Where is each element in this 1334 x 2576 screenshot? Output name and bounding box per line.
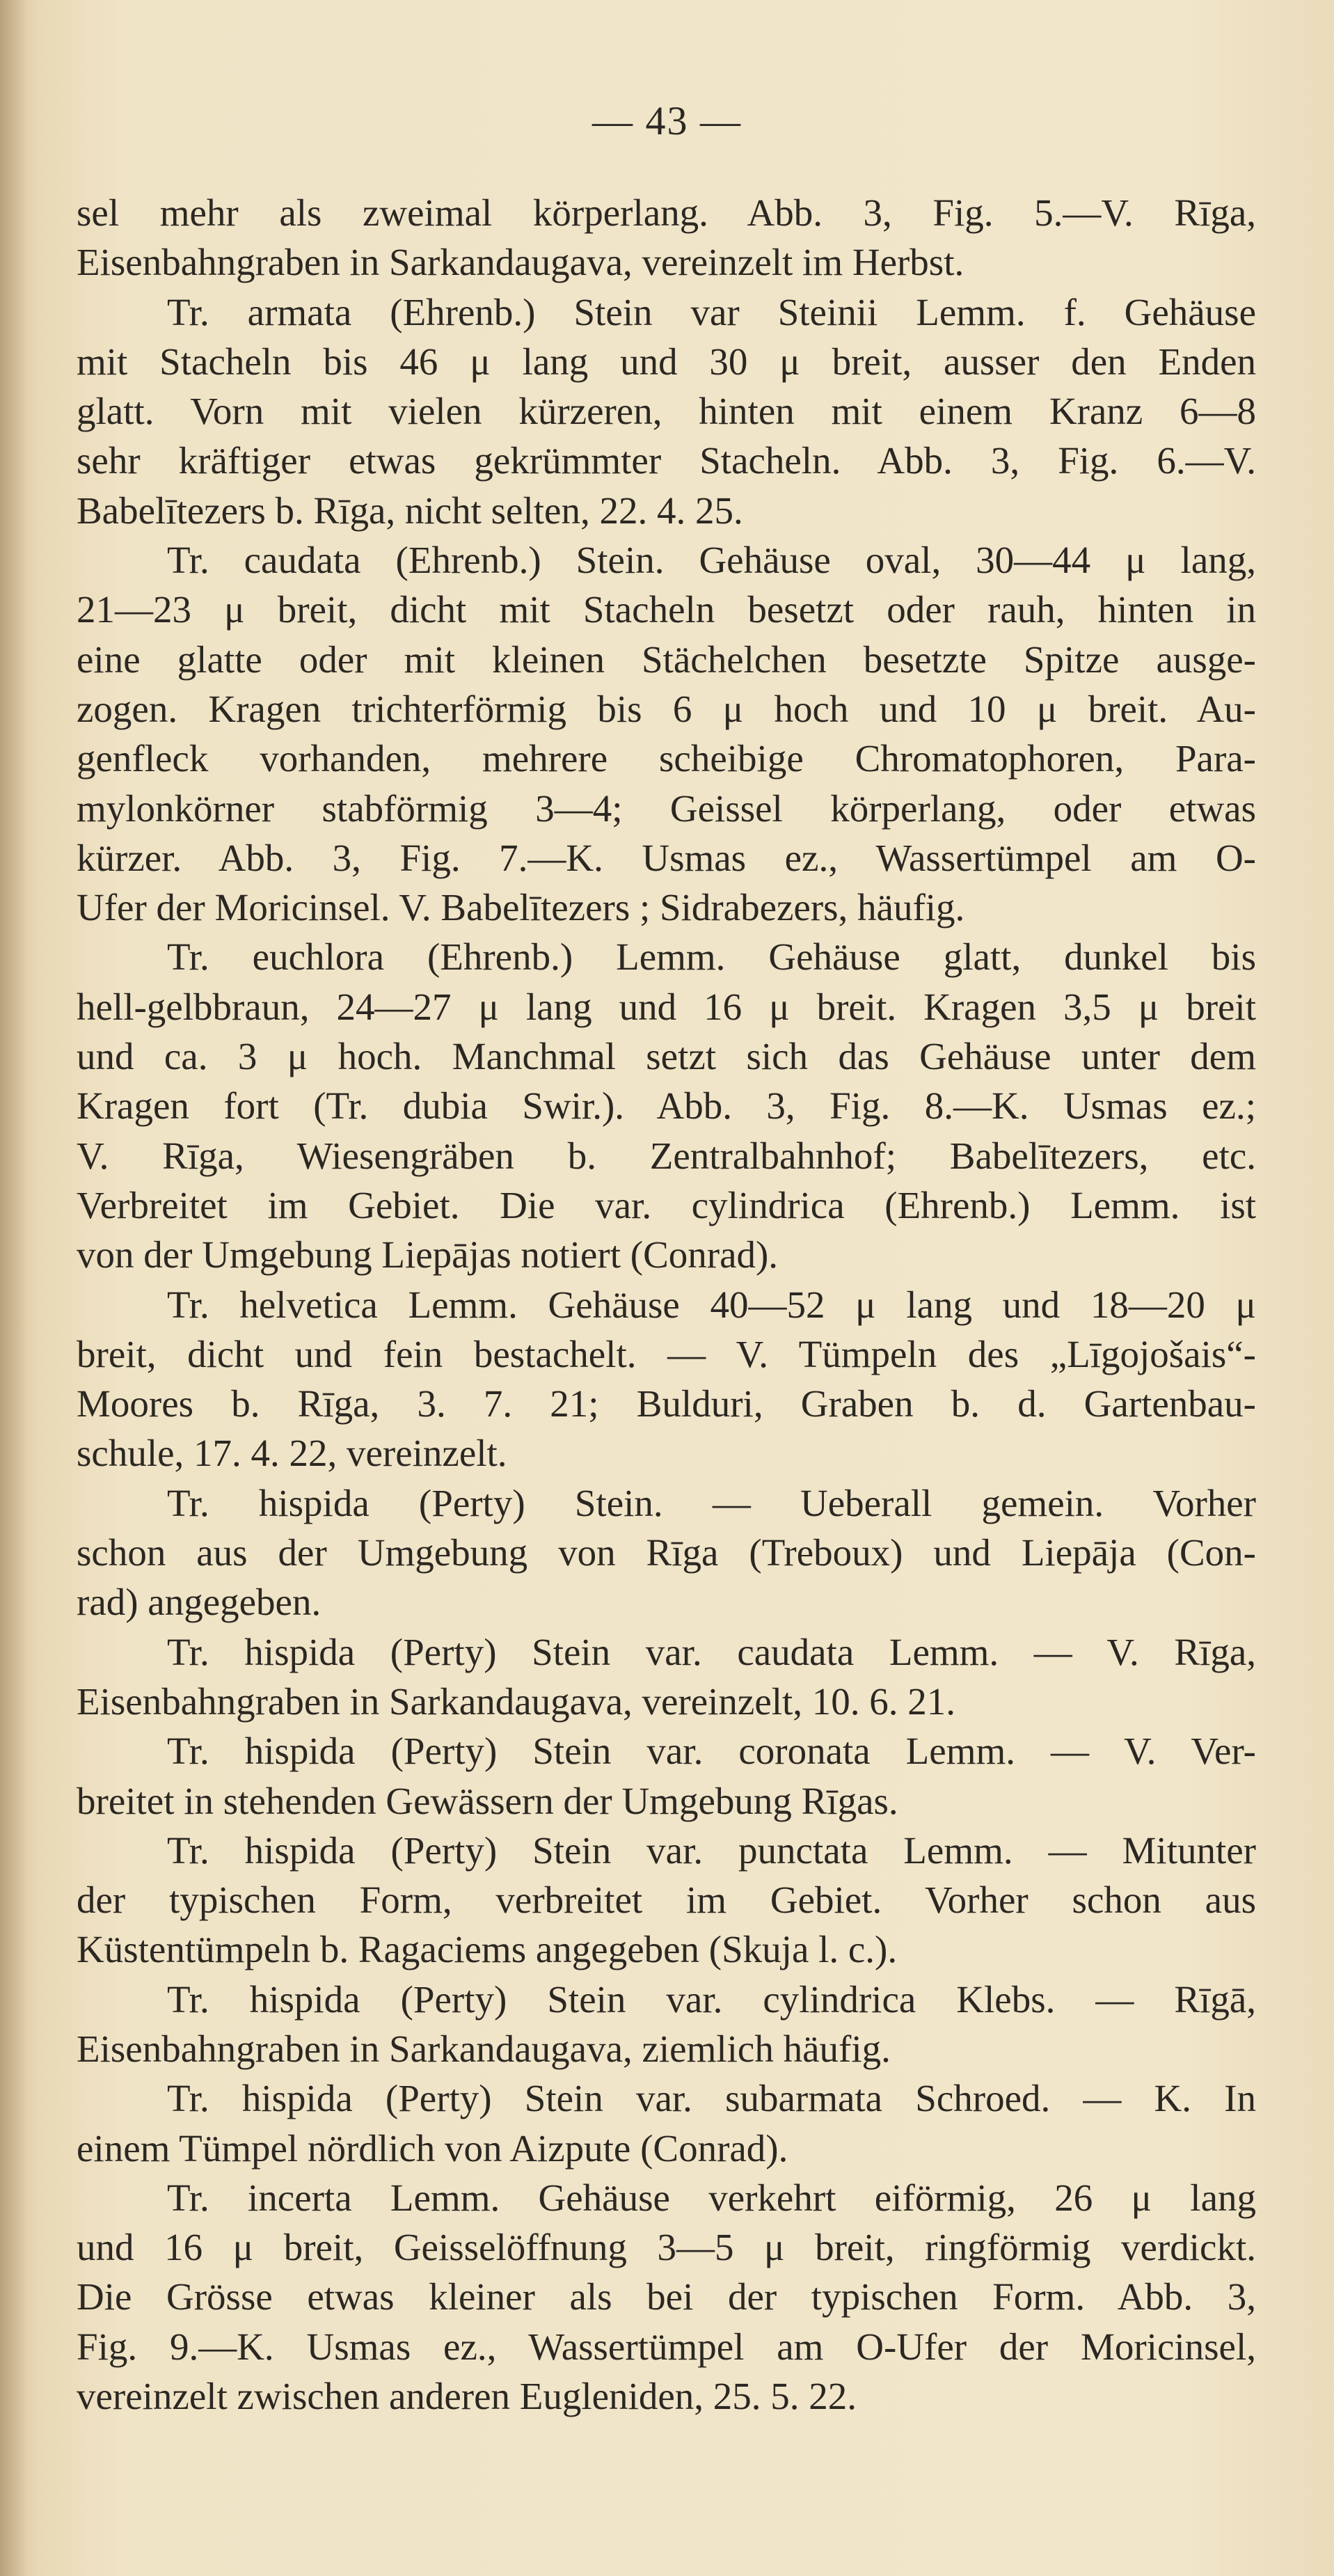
text-line: und ca. 3 μ hoch. Manchmal setzt sich das Gehäuse unter dem (77, 1035, 1256, 1078)
text-line: Tr. hispida (Perty) Stein var. subarmata Schroed. — K. In (167, 2077, 1256, 2120)
text-line: Tr. hispida (Perty) Stein var. caudata Lemm. — V. Rīga, (167, 1630, 1256, 1673)
text-line: Fig. 9.—K. Usmas ez., Wassertümpel am O-Ufer der Moricinsel, (77, 2325, 1256, 2368)
text-line: breitet in stehenden Gewässern der Umgebung Rīgas. (77, 1779, 898, 1822)
text-line: kürzer. Abb. 3, Fig. 7.—K. Usmas ez., Wassertümpel am O- (77, 836, 1256, 879)
text-line: Eisenbahngraben in Sarkandaugava, vereinzelt, 10. 6. 21. (77, 1680, 956, 1723)
text-line: rad) angegeben. (77, 1581, 321, 1624)
text-line: Tr. armata (Ehrenb.) Stein var Steinii Lemm. f. Gehäuse (167, 290, 1256, 333)
text-line: Eisenbahngraben in Sarkandaugava, vereinzelt im Herbst. (77, 241, 964, 284)
text-line: Moores b. Rīga, 3. 7. 21; Bulduri, Graben b. d. Gartenbau- (77, 1382, 1256, 1425)
text-line: breit, dicht und fein bestachelt. — V. Tümpeln des „Līgojošais“- (77, 1332, 1256, 1375)
text-line: Tr. hispida (Perty) Stein var. coronata Lemm. — V. Ver- (167, 1730, 1256, 1773)
text-line: Tr. euchlora (Ehrenb.) Lemm. Gehäuse glatt, dunkel bis (167, 935, 1256, 979)
text-line: V. Rīga, Wiesengräben b. Zentralbahnhof; Babelītezers, etc. (77, 1134, 1256, 1177)
text-line: genfleck vorhanden, mehrere scheibige Chromatophoren, Para- (77, 737, 1256, 780)
spine-shadow (0, 0, 28, 2576)
text-line: mit Stacheln bis 46 μ lang und 30 μ breit, ausser den Enden (77, 340, 1256, 383)
text-line: Tr. hispida (Perty) Stein var. cylindrica Klebs. — Rīgā, (167, 1977, 1256, 2021)
text-line: von der Umgebung Liepājas notiert (Conrad). (77, 1233, 779, 1277)
text-line: Tr. incerta Lemm. Gehäuse verkehrt eiförmig, 26 μ lang (167, 2176, 1256, 2219)
text-line: zogen. Kragen trichterförmig bis 6 μ hoch und 10 μ breit. Au- (77, 687, 1256, 730)
text-line: hell-gelbbraun, 24—27 μ lang und 16 μ breit. Kragen 3,5 μ breit (77, 985, 1256, 1028)
text-line: Tr. hispida (Perty) Stein var. punctata Lemm. — Mitunter (167, 1828, 1256, 1872)
text-line: der typischen Form, verbreitet im Gebiet. Vorher schon aus (77, 1879, 1256, 1922)
text-line: Tr. helvetica Lemm. Gehäuse 40—52 μ lang und 18—20 μ (167, 1283, 1256, 1326)
text-line: Eisenbahngraben in Sarkandaugava, ziemlich häufig. (77, 2027, 891, 2070)
body-text (77, 188, 1256, 2421)
text-line: Kragen fort (Tr. dubia Swir.). Abb. 3, Fig. 8.—K. Usmas ez.; (77, 1084, 1256, 1128)
text-line: glatt. Vorn mit vielen kürzeren, hinten mit einem Kranz 6—8 (77, 390, 1256, 433)
page-number: — 43 — (592, 98, 742, 143)
text-line: eine glatte oder mit kleinen Stächelchen besetzte Spitze ausge- (77, 638, 1256, 681)
text-line: 21—23 μ breit, dicht mit Stacheln besetzt oder rauh, hinten in (77, 588, 1256, 631)
text-line: Tr. hispida (Perty) Stein. — Ueberall gemein. Vorher (167, 1481, 1256, 1524)
text-line: schon aus der Umgebung von Rīga (Treboux) und Liepāja (Con- (77, 1531, 1256, 1574)
text-line: Verbreitet im Gebiet. Die var. cylindrica (Ehrenb.) Lemm. ist (77, 1183, 1256, 1226)
text-line: Küstentümpeln b. Ragaciems angegeben (Skuja l. c.). (77, 1928, 898, 1971)
text-line: und 16 μ breit, Geisselöffnung 3—5 μ breit, ringförmig verdickt. (77, 2226, 1256, 2269)
text-line: Die Grösse etwas kleiner als bei der typischen Form. Abb. 3, (77, 2275, 1256, 2318)
text-line: vereinzelt zwischen anderen Eugleniden, 25. 5. 22. (77, 2375, 857, 2418)
text-line: Tr. caudata (Ehrenb.) Stein. Gehäuse oval, 30—44 μ lang, (167, 539, 1256, 582)
text-line: schule, 17. 4. 22, vereinzelt. (77, 1432, 507, 1475)
text-line: einem Tümpel nördlich von Aizpute (Conrad). (77, 2126, 788, 2170)
text-line: sel mehr als zweimal körperlang. Abb. 3, Fig. 5.—V. Rīga, (77, 191, 1256, 234)
text-line: Babelītezers b. Rīga, nicht selten, 22. 4. 25. (77, 489, 743, 532)
text-line: Ufer der Moricinsel. V. Babelītezers ; Sidrabezers, häufig. (77, 886, 965, 929)
text-line: mylonkörner stabförmig 3—4; Geissel körperlang, oder etwas (77, 787, 1256, 830)
text-line: sehr kräftiger etwas gekrümmter Stacheln. Abb. 3, Fig. 6.—V. (77, 439, 1256, 482)
